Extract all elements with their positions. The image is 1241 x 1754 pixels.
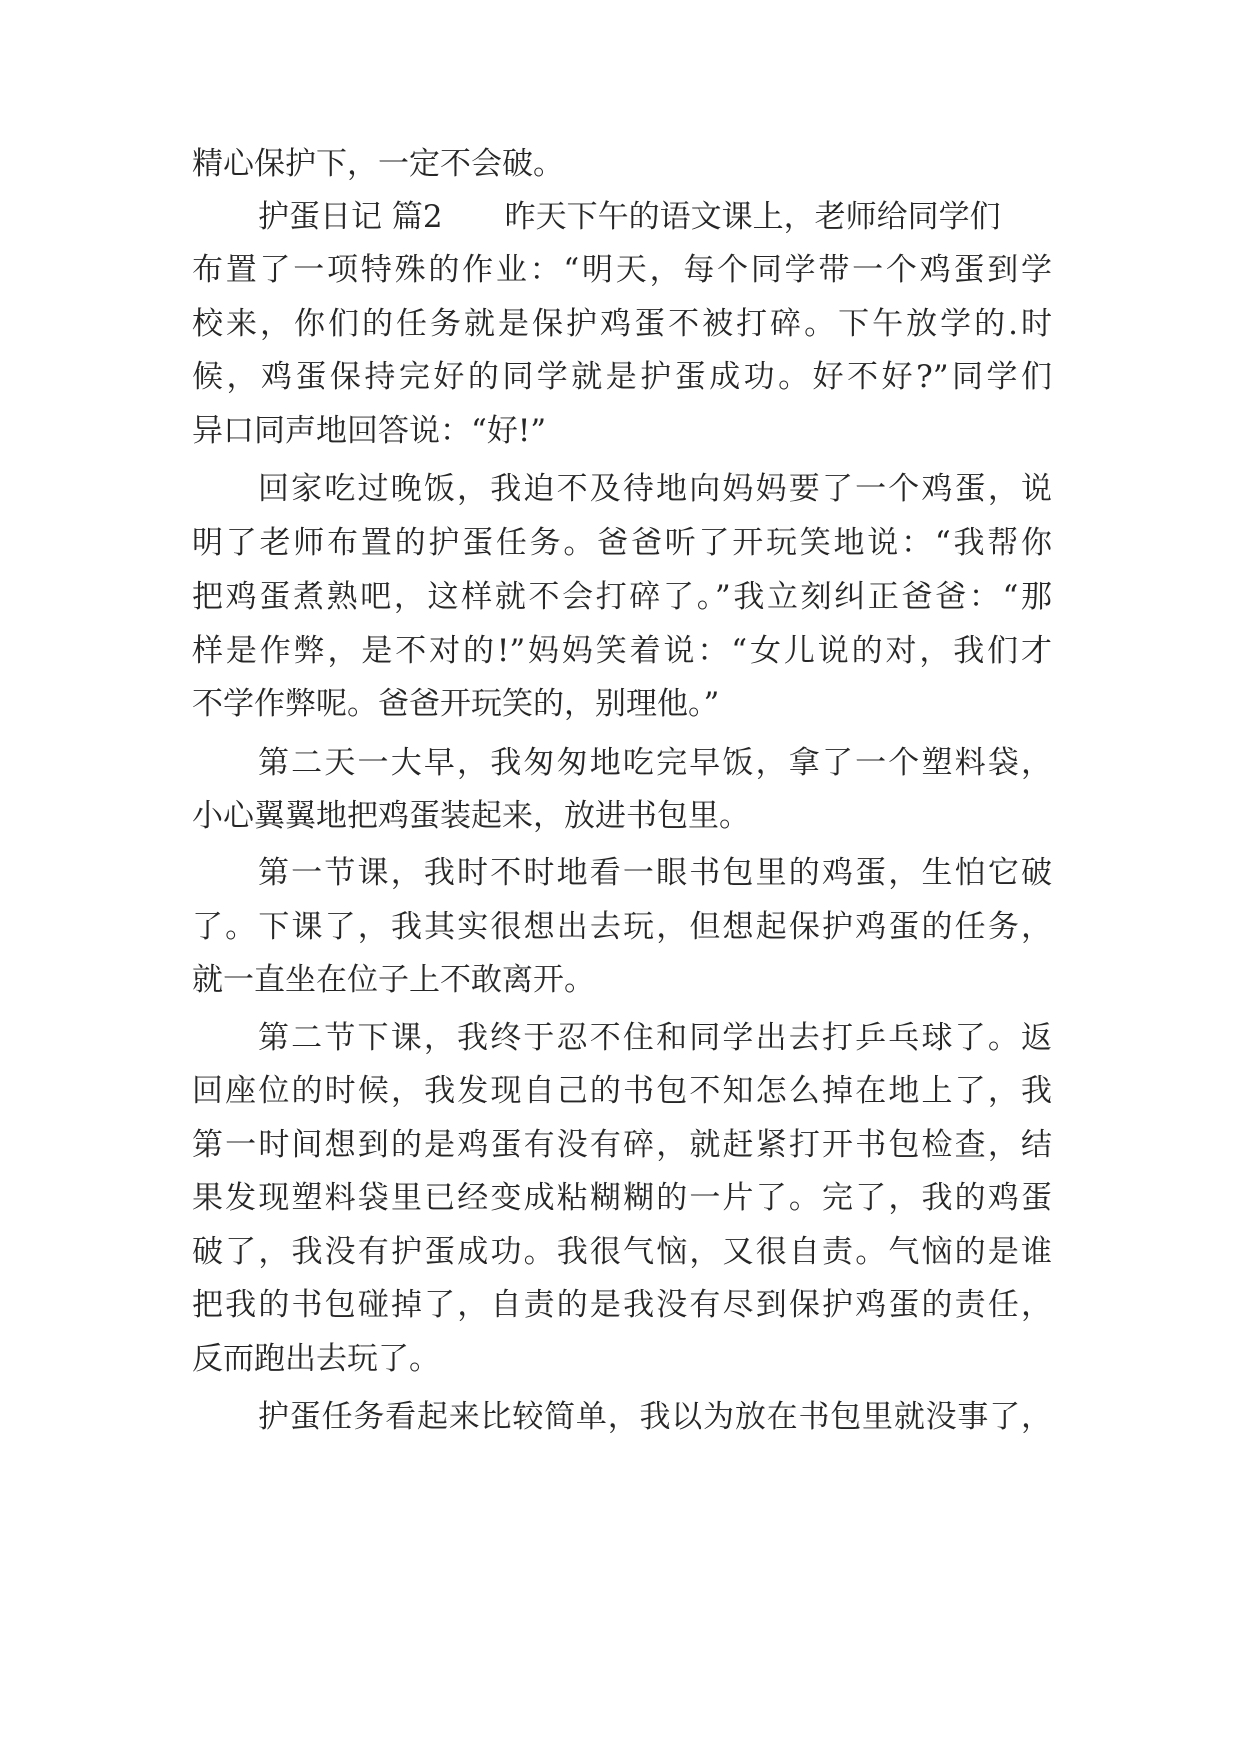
- text-line: 把我的书包碰掉了，自责的是我没有尽到保护鸡蛋的责任，: [192, 1287, 1052, 1323]
- text-line: 候，鸡蛋保持完好的同学就是护蛋成功。好不好?”同学们: [192, 359, 1052, 395]
- text-line: 校来，你们的任务就是保护鸡蛋不被打碎。下午放学的.时: [192, 306, 1052, 342]
- text-line: 了。下课了，我其实很想出去玩，但想起保护鸡蛋的任务，: [192, 909, 1052, 945]
- text-line: 第一时间想到的是鸡蛋有没有碎，就赶紧打开书包检查，结: [192, 1127, 1052, 1163]
- text-line: 把鸡蛋煮熟吧，这样就不会打碎了。”我立刻纠正爸爸：“那: [192, 579, 1052, 615]
- text-line: 精心保护下，一定不会破。: [192, 146, 564, 182]
- text-line: 护蛋任务看起来比较简单，我以为放在书包里就没事了，: [258, 1399, 1052, 1435]
- text-line: 布置了一项特殊的作业：“明天，每个同学带一个鸡蛋到学: [192, 252, 1052, 288]
- article-heading: 护蛋日记 篇2: [258, 199, 443, 235]
- text-line: 昨天下午的语文课上，老师给同学们: [504, 199, 1001, 235]
- text-line: 反而跑出去玩了。: [192, 1341, 440, 1377]
- text-line: 明了老师布置的护蛋任务。爸爸听了开玩笑地说：“我帮你: [192, 525, 1052, 561]
- text-line: 不学作弊呢。爸爸开玩笑的，别理他。”: [192, 686, 720, 722]
- text-line: 小心翼翼地把鸡蛋装起来，放进书包里。: [192, 798, 750, 834]
- text-line: 就一直坐在位子上不敢离开。: [192, 962, 595, 998]
- article-heading-line: [192, 190, 1052, 244]
- text-line: 样是作弊，是不对的!”妈妈笑着说：“女儿说的对，我们才: [192, 633, 1052, 669]
- text-line: 第一节课，我时不时地看一眼书包里的鸡蛋，生怕它破: [258, 855, 1052, 891]
- text-line: 破了，我没有护蛋成功。我很气恼，又很自责。气恼的是谁: [192, 1234, 1052, 1270]
- article-body: [192, 0, 1052, 1754]
- text-line: 第二天一大早，我匆匆地吃完早饭，拿了一个塑料袋，: [258, 745, 1052, 781]
- text-line: 回家吃过晚饭，我迫不及待地向妈妈要了一个鸡蛋，说: [258, 471, 1052, 507]
- text-line: 第二节下课，我终于忍不住和同学出去打乒乓球了。返: [258, 1020, 1052, 1056]
- text-line: 回座位的时候，我发现自己的书包不知怎么掉在地上了，我: [192, 1073, 1052, 1109]
- text-line: 果发现塑料袋里已经变成粘糊糊的一片了。完了，我的鸡蛋: [192, 1180, 1052, 1216]
- text-line: 异口同声地回答说：“好!”: [192, 413, 547, 449]
